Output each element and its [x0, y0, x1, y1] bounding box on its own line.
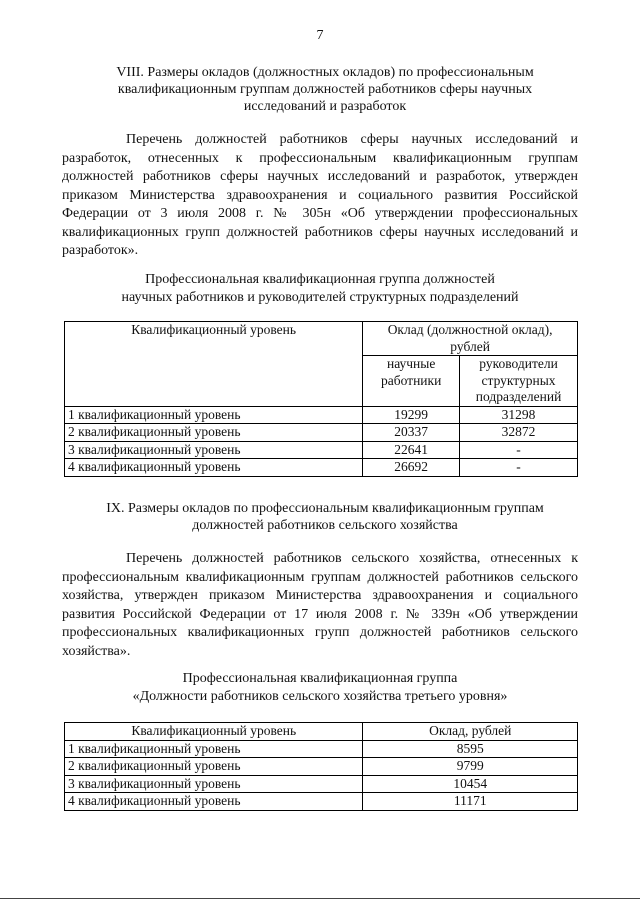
heading-line: IX. Размеры окладов по профессиональным квалификационным группам — [106, 501, 544, 516]
section-9-heading — [70, 500, 580, 534]
table-row — [65, 424, 578, 442]
table-header-row — [65, 322, 578, 356]
value-cell: - — [460, 459, 578, 477]
section-9-salary-table — [64, 722, 578, 811]
heading-line: исследований и разработок — [243, 99, 407, 114]
value-cell: 11171 — [363, 793, 578, 811]
caption-line: Профессиональная квалификационная группа — [182, 671, 458, 686]
value-cell: 19299 — [363, 406, 460, 424]
level-cell: 1 квалификационный уровень — [65, 406, 363, 424]
table-row — [65, 775, 578, 793]
value-cell: 26692 — [363, 459, 460, 477]
value-cell: - — [460, 441, 578, 459]
table-row — [65, 406, 578, 424]
table-row — [65, 459, 578, 477]
page-bottom-rule — [0, 898, 640, 899]
section-8-heading — [80, 64, 570, 115]
table-row — [65, 758, 578, 776]
level-cell: 1 квалификационный уровень — [65, 740, 363, 758]
value-cell: 20337 — [363, 424, 460, 442]
value-cell: 9799 — [363, 758, 578, 776]
level-cell: 2 квалификационный уровень — [65, 758, 363, 776]
section-8-salary-table — [64, 321, 578, 477]
level-cell: 2 квалификационный уровень — [65, 424, 363, 442]
caption-line: «Должности работников сельского хозяйства третьего уровня» — [132, 689, 508, 704]
header-salary: Оклад, рублей — [363, 723, 578, 741]
table-row — [65, 740, 578, 758]
caption-line: научных работников и руководителей структурных подразделений — [121, 290, 519, 305]
level-cell: 4 квалификационный уровень — [65, 459, 363, 477]
value-cell: 32872 — [460, 424, 578, 442]
value-cell: 8595 — [363, 740, 578, 758]
section-9-paragraph: Перечень должностей работников сельского хозяйства, отнесенных к профессиональным квалификационным группам должностей работников сельского хозяйства, утвержден приказом Министерства здравоохранения и социального развития Российской Федерации от 17 июля 2008 г. № 339н «Об утверждении профессиональных квалификационных групп должностей работников сельского хозяйства». — [62, 551, 578, 659]
level-cell: 4 квалификационный уровень — [65, 793, 363, 811]
heading-line: VIII. Размеры окладов (должностных окладов) по профессиональным — [116, 65, 534, 80]
section-8-table-caption — [60, 271, 580, 307]
heading-line: квалификационным группам должностей работников сферы научных — [117, 82, 533, 97]
table-header-row — [65, 723, 578, 741]
value-cell: 10454 — [363, 775, 578, 793]
header-level: Квалификационный уровень — [65, 322, 363, 407]
table-row — [65, 441, 578, 459]
subheader-heads: руководители структурных подразделений — [460, 356, 578, 407]
header-salary: Оклад (должностной оклад), рублей — [363, 322, 578, 356]
value-cell: 22641 — [363, 441, 460, 459]
level-cell: 3 квалификационный уровень — [65, 775, 363, 793]
section-9-table-caption — [60, 670, 580, 706]
page-number: 7 — [316, 28, 324, 43]
table-row — [65, 793, 578, 811]
subheader-scientists: научные работники — [363, 356, 460, 407]
level-cell: 3 квалификационный уровень — [65, 441, 363, 459]
caption-line: Профессиональная квалификационная группа должностей — [145, 272, 495, 287]
value-cell: 31298 — [460, 406, 578, 424]
header-level: Квалификационный уровень — [65, 723, 363, 741]
heading-line: должностей работников сельского хозяйства — [192, 518, 458, 533]
section-8-paragraph: Перечень должностей работников сферы научных исследований и разработок, отнесенных к профессиональным квалификационным группам должностей работников сферы научных исследований и разработок, утвержден приказом Министерства здравоохранения и социального развития Российской Федерации от 3 июля 2008 г. № 305н «Об утверждении профессиональных квалификационных групп должностей работников сферы научных исследований и разработок». — [62, 132, 578, 258]
